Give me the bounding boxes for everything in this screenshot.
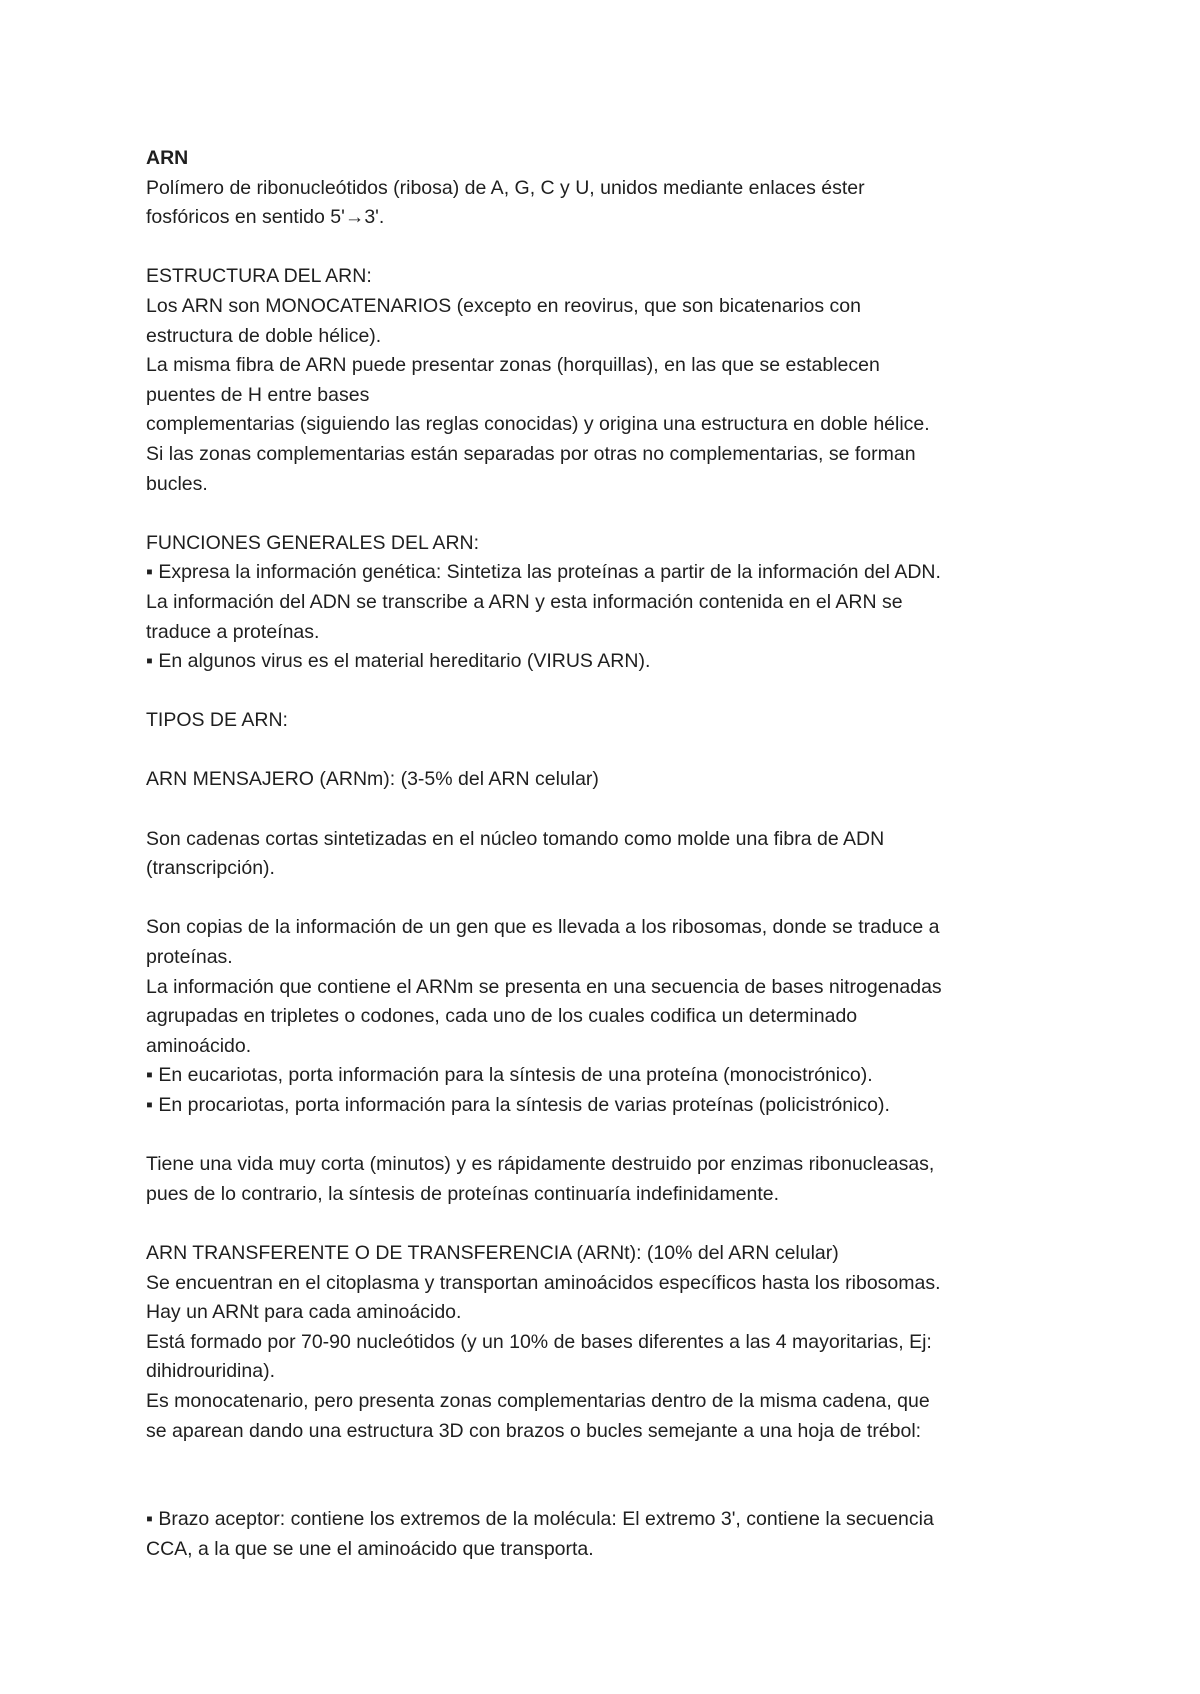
text-line: La información del ADN se transcribe a ARN y esta información contenida en el ARN se — [146, 590, 903, 613]
text-line: La información que contiene el ARNm se presenta en una secuencia de bases nitrogenadas — [146, 975, 942, 998]
section-heading-tipos: TIPOS DE ARN: — [146, 709, 288, 732]
text-line: Se encuentran en el citoplasma y transportan aminoácidos específicos hasta los ribosomas. — [146, 1271, 941, 1294]
paragraph-gap — [146, 736, 1086, 766]
text-line: se aparean dando una estructura 3D con brazos o bucles semejante a una hoja de trébol: — [146, 1419, 922, 1442]
text-line: Está formado por 70-90 nucleótidos (y un 10% de bases diferentes a las 4 mayoritarias, Ej: — [146, 1330, 932, 1353]
text-line: Si las zonas complementarias están separadas por otras no complementarias, se forman — [146, 442, 916, 465]
text-line: La misma fibra de ARN puede presentar zonas (horquillas), en las que se establecen — [146, 354, 880, 377]
text-line: dihidrouridina). — [146, 1360, 275, 1383]
paragraph-gap — [146, 1209, 1086, 1239]
text-line: Polímero de ribonucleótidos (ribosa) de A, G, C y U, unidos mediante enlaces éster — [146, 176, 865, 199]
text-line: puentes de H entre bases — [146, 383, 370, 406]
document-title: ARN — [146, 147, 189, 169]
text-line: Son copias de la información de un gen que es llevada a los ribosomas, donde se traduce a — [146, 916, 940, 939]
subsection-heading-arnm: ARN MENSAJERO (ARNm): (3-5% del ARN celular) — [146, 768, 599, 791]
bullet-item: ▪ En eucariotas, porta información para la síntesis de una proteína (monocistrónico). — [146, 1064, 873, 1087]
text-line: agrupadas en tripletes o codones, cada uno de los cuales codifica un determinado — [146, 1005, 858, 1028]
bullet-item: ▪ En algunos virus es el material hereditario (VIRUS ARN). — [146, 650, 651, 673]
bullet-item: ▪ Brazo aceptor: contiene los extremos de la molécula: El extremo 3', contiene la secuencia — [146, 1508, 934, 1531]
paragraph-gap — [146, 1446, 1086, 1505]
text-line: Los ARN son MONOCATENARIOS (excepto en reovirus, que son bicatenarios con — [146, 294, 861, 317]
text-line: (transcripción). — [146, 857, 275, 880]
text-line: Tiene una vida muy corta (minutos) y es rápidamente destruido por enzimas ribonucleasas, — [146, 1153, 935, 1176]
bullet-item: ▪ Expresa la información genética: Sintetiza las proteínas a partir de la información del ADN. — [146, 561, 941, 584]
text-line: Son cadenas cortas sintetizadas en el núcleo tomando como molde una fibra de ADN — [146, 827, 885, 850]
text-line: proteínas. — [146, 946, 233, 969]
bullet-item: ▪ En procariotas, porta información para la síntesis de varias proteínas (policistrónico). — [146, 1094, 890, 1116]
paragraph-gap — [146, 884, 1086, 914]
paragraph-gap — [146, 1121, 1086, 1151]
text-line: estructura de doble hélice). — [146, 324, 382, 347]
paragraph-gap — [146, 795, 1086, 825]
text-line: aminoácido. — [146, 1034, 252, 1057]
text-line: CCA, a la que se une el aminoácido que transporta. — [146, 1537, 594, 1560]
text-line: traduce a proteínas. — [146, 620, 320, 643]
text-line: pues de lo contrario, la síntesis de proteínas continuaría indefinidamente. — [146, 1182, 780, 1205]
text-line: bucles. — [146, 472, 208, 495]
subsection-heading-arnt: ARN TRANSFERENTE O DE TRANSFERENCIA (ARNt): (10% del ARN celular) — [146, 1241, 839, 1264]
text-line: Es monocatenario, pero presenta zonas complementarias dentro de la misma cadena, que — [146, 1389, 930, 1412]
text-line: complementarias (siguiendo las reglas conocidas) y origina una estructura en doble hélice. — [146, 413, 930, 436]
section-heading-estructura: ESTRUCTURA DEL ARN: — [146, 265, 372, 288]
document-body — [146, 144, 1086, 1565]
section-heading-funciones: FUNCIONES GENERALES DEL ARN: — [146, 531, 480, 554]
paragraph-gap — [146, 499, 1086, 529]
text-line: fosfóricos en sentido 5'→3'. — [146, 206, 385, 229]
paragraph-gap — [146, 233, 1086, 263]
paragraph-gap — [146, 677, 1086, 707]
text-line: Hay un ARNt para cada aminoácido. — [146, 1301, 462, 1324]
